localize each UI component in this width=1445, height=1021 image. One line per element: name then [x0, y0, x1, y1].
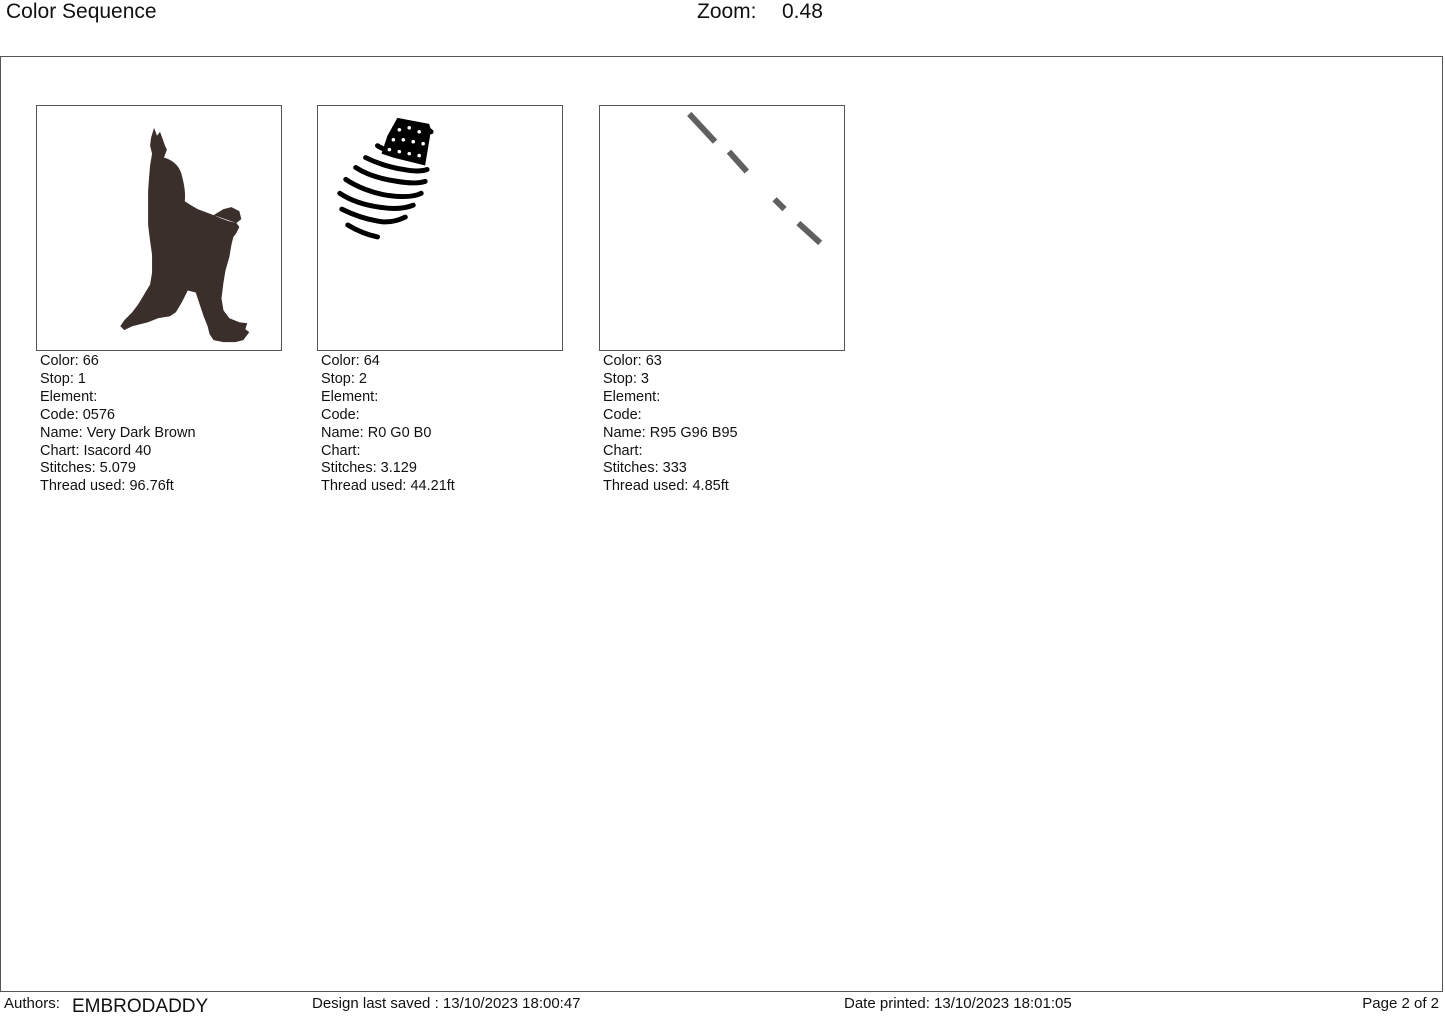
thread-code: Code:: [321, 406, 360, 423]
thread-name: Name: R95 G96 B95: [603, 424, 738, 441]
color-stop-2-preview: [317, 105, 563, 351]
date-printed: Date printed: 13/10/2023 18:01:05: [844, 995, 1072, 1012]
dash-segment: [689, 114, 715, 142]
page-title: Color Sequence: [6, 0, 157, 23]
flag-star: [392, 138, 396, 142]
dash-segment: [798, 223, 820, 243]
bigfoot-silhouette-icon: [37, 106, 281, 350]
flag-star: [417, 154, 421, 158]
thread-used: Thread used: 96.76ft: [40, 478, 174, 495]
flag-star: [417, 130, 421, 134]
flag-star: [411, 140, 415, 144]
color-number: Color: 63: [603, 353, 662, 369]
dash-segment: [729, 152, 747, 172]
thread-name: Name: R0 G0 B0: [321, 424, 432, 441]
dash-segment: [775, 199, 785, 209]
element-label: Element:: [603, 388, 661, 405]
stop-number: Stop: 1: [40, 370, 86, 387]
color-stop-1-info: [40, 353, 196, 496]
authors-value: EMBRODADDY: [72, 996, 209, 1017]
flag-stripe: [342, 209, 405, 222]
authors-label: Authors:: [4, 995, 60, 1012]
thread-name: Name: Very Dark Brown: [40, 424, 196, 441]
color-stop-3-info: [603, 353, 738, 496]
thread-code: Code: 0576: [40, 406, 115, 423]
color-number: Color: 66: [40, 353, 99, 369]
bigfoot-shape: [120, 128, 249, 342]
flag-star: [398, 150, 402, 154]
flag-star: [398, 128, 402, 132]
design-last-saved: Design last saved : 13/10/2023 18:00:47: [312, 995, 581, 1012]
element-label: Element:: [40, 388, 98, 405]
flag-star-field: [381, 118, 431, 166]
color-number: Color: 64: [321, 353, 380, 369]
flag-star: [421, 142, 425, 146]
stop-number: Stop: 2: [321, 370, 367, 387]
zoom-label: Zoom:: [697, 0, 757, 23]
flag-star: [402, 138, 406, 142]
footer: [0, 993, 1445, 1021]
element-label: Element:: [321, 388, 379, 405]
page-number: Page 2 of 2: [1362, 995, 1439, 1012]
flag-star: [388, 148, 392, 152]
stitch-count: Stitches: 3.129: [321, 460, 417, 477]
stop-number: Stop: 3: [603, 370, 649, 387]
thread-used: Thread used: 4.85ft: [603, 478, 729, 495]
thread-chart: Chart: Isacord 40: [40, 442, 152, 459]
flag-star: [407, 126, 411, 130]
color-stop-1-preview: [36, 105, 282, 351]
color-stop-3-preview: [599, 105, 845, 351]
flag-star: [407, 152, 411, 156]
zoom-value: 0.48: [782, 0, 823, 23]
color-stop-2-info: [321, 353, 455, 496]
thread-chart: Chart:: [603, 442, 643, 459]
distressed-flag-icon: [318, 106, 562, 350]
stitch-count: Stitches: 5.079: [40, 460, 136, 477]
thread-chart: Chart:: [321, 442, 361, 459]
stitch-count: Stitches: 333: [603, 460, 687, 477]
thread-code: Code:: [603, 406, 642, 423]
thread-used: Thread used: 44.21ft: [321, 478, 455, 495]
dashed-line-icon: [600, 106, 844, 350]
flag-stripe: [348, 225, 378, 237]
